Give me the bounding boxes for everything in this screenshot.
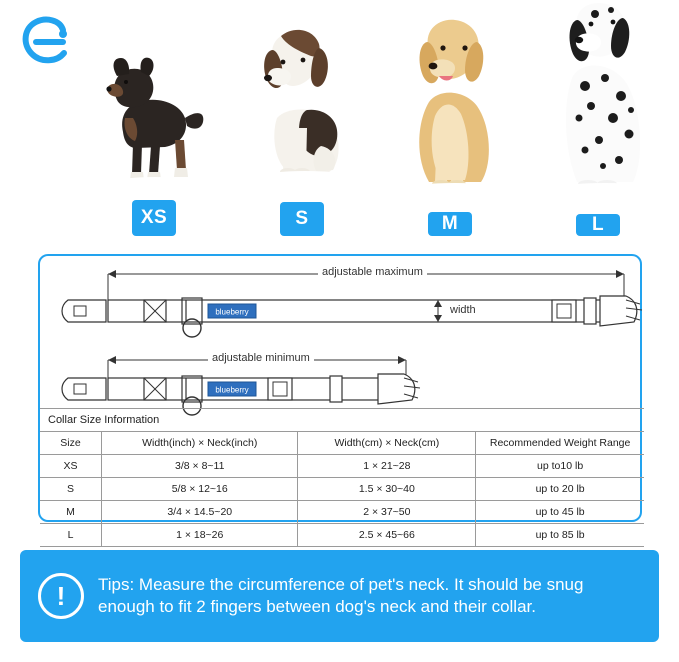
dog-photo-s: [237, 6, 367, 196]
blueberry-e-logo-icon: [16, 12, 76, 72]
dog-size-cell-s: [234, 6, 370, 236]
table-header-row: [40, 432, 644, 455]
adjustable-minimum-label: adjustable minimum: [208, 352, 314, 364]
dog-photo-xs: [89, 6, 219, 194]
header-cm: Width(cm) × Neck(cm): [298, 432, 476, 455]
cell-inch: 5/8 × 12~16: [101, 478, 298, 501]
dog-size-cell-l: [530, 6, 666, 236]
size-chip-l: L: [576, 214, 620, 236]
table-row: [40, 478, 644, 501]
table-title: Collar Size Information: [40, 409, 644, 432]
tips-text: Tips: Measure the circumference of pet's neck. It should be snug enough to fit 2 fingers between dog's neck and their collar.: [98, 575, 584, 616]
cell-weight: up to 45 lb: [476, 501, 644, 524]
header-inch: Width(inch) × Neck(inch): [101, 432, 298, 455]
cell-cm: 2.5 × 45~66: [298, 524, 476, 547]
width-label: width: [446, 304, 480, 316]
dog-size-cell-m: [382, 6, 518, 236]
collar-size-table: [40, 408, 644, 547]
cell-inch: 3/8 × 8~11: [101, 455, 298, 478]
size-chip-xs: XS: [132, 200, 176, 236]
cell-weight: up to 20 lb: [476, 478, 644, 501]
tips-banner: [20, 550, 659, 642]
collar-illustration: [40, 256, 640, 408]
cell-inch: 1 × 18~26: [101, 524, 298, 547]
dog-size-row: [86, 6, 666, 236]
header-weight: Recommended Weight Range: [476, 432, 644, 455]
cell-size: L: [40, 524, 101, 547]
size-chip-m: M: [428, 212, 472, 236]
exclamation-icon: !: [38, 573, 84, 619]
header-size: Size: [40, 432, 101, 455]
cell-weight: up to10 lb: [476, 455, 644, 478]
cell-weight: up to 85 lb: [476, 524, 644, 547]
cell-cm: 2 × 37~50: [298, 501, 476, 524]
dog-photo-l: [533, 0, 663, 208]
svg-text:blueberry: blueberry: [215, 385, 249, 395]
table-row: [40, 524, 644, 547]
size-chip-s: S: [280, 202, 324, 236]
table-row: [40, 501, 644, 524]
adjustable-maximum-label: adjustable maximum: [318, 266, 427, 278]
cell-cm: 1 × 21~28: [298, 455, 476, 478]
svg-text:blueberry: blueberry: [215, 307, 249, 317]
collar-diagram-panel: [38, 254, 642, 541]
cell-size: S: [40, 478, 101, 501]
table-title-row: [40, 409, 644, 432]
table-row: [40, 455, 644, 478]
cell-size: XS: [40, 455, 101, 478]
cell-cm: 1.5 × 30~40: [298, 478, 476, 501]
cell-inch: 3/4 × 14.5~20: [101, 501, 298, 524]
dog-size-cell-xs: [86, 6, 222, 236]
dog-photo-m: [385, 6, 515, 206]
cell-size: M: [40, 501, 101, 524]
